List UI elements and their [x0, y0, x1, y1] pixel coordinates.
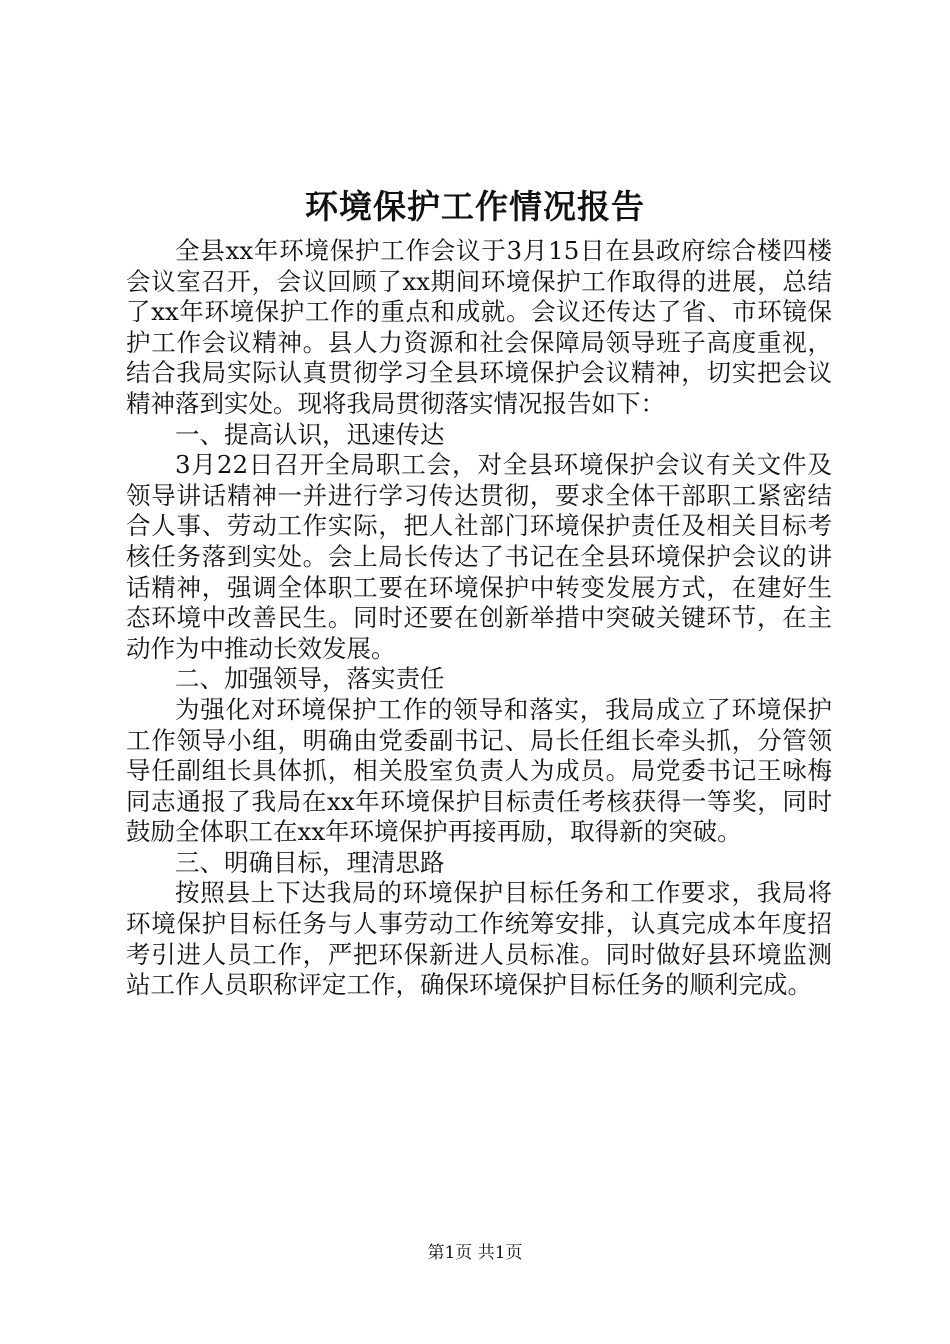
section-paragraph-3: 按照县上下达我局的环境保护目标任务和工作要求，我局将环境保护目标任务与人事劳动工作统筹安排，认真完成本年度招考引进人员工作，严把环保新进人员标准。同时做好县环境监测站工作人员职称评定工作，确保环境保护目标任务的顺利完成。 — [126, 878, 832, 1000]
intro-paragraph: 全县xx年环境保护工作会议于3月15日在县政府综合楼四楼会议室召开，会议回顾了xx期间环境保护工作取得的进展，总结了xx年环境保护工作的重点和成就。会议还传达了省、市环镜保护工作会议精神。县人力资源和社会保障局领导班子高度重视，结合我局实际认真贯彻学习全县环境保护会议精神，切实把会议精神落到实处。现将我局贯彻落实情况报告如下： — [126, 236, 832, 418]
section-heading-2: 二、加强领导，落实责任 — [175, 664, 445, 694]
page-footer: 第1页 共1页 — [427, 1243, 523, 1263]
section-paragraph-2: 为强化对环境保护工作的领导和落实，我局成立了环境保护工作领导小组，明确由党委副书记、局长任组长牵头抓，分管领导任副组长具体抓，相关股室负责人为成员。局党委书记王咏梅同志通报了我局在xx年环境保护目标责任考核获得一等奖，同时鼓励全体职工在xx年环境保护再接再励，取得新的突破。 — [126, 694, 832, 847]
document-body — [126, 236, 832, 1001]
section-paragraph-1: 3月22日召开全局职工会，对全县环境保护会议有关文件及领导讲话精神一并进行学习传达贯彻，要求全体干部职工紧密结合人事、劳动工作实际，把人社部门环境保护责任及相关目标考核任务落到实处。会上局长传达了书记在全县环境保护会议的讲话精神，强调全体职工要在环境保护中转变发展方式，在建好生态环境中改善民生。同时还要在创新举措中突破关键环节，在主动作为中推动长效发展。 — [126, 450, 832, 663]
section-heading-1: 一、提高认识，迅速传达 — [175, 419, 445, 449]
section-heading-3: 三、明确目标，理清思路 — [175, 847, 445, 877]
document-title: 环境保护工作情况报告 — [305, 187, 645, 226]
